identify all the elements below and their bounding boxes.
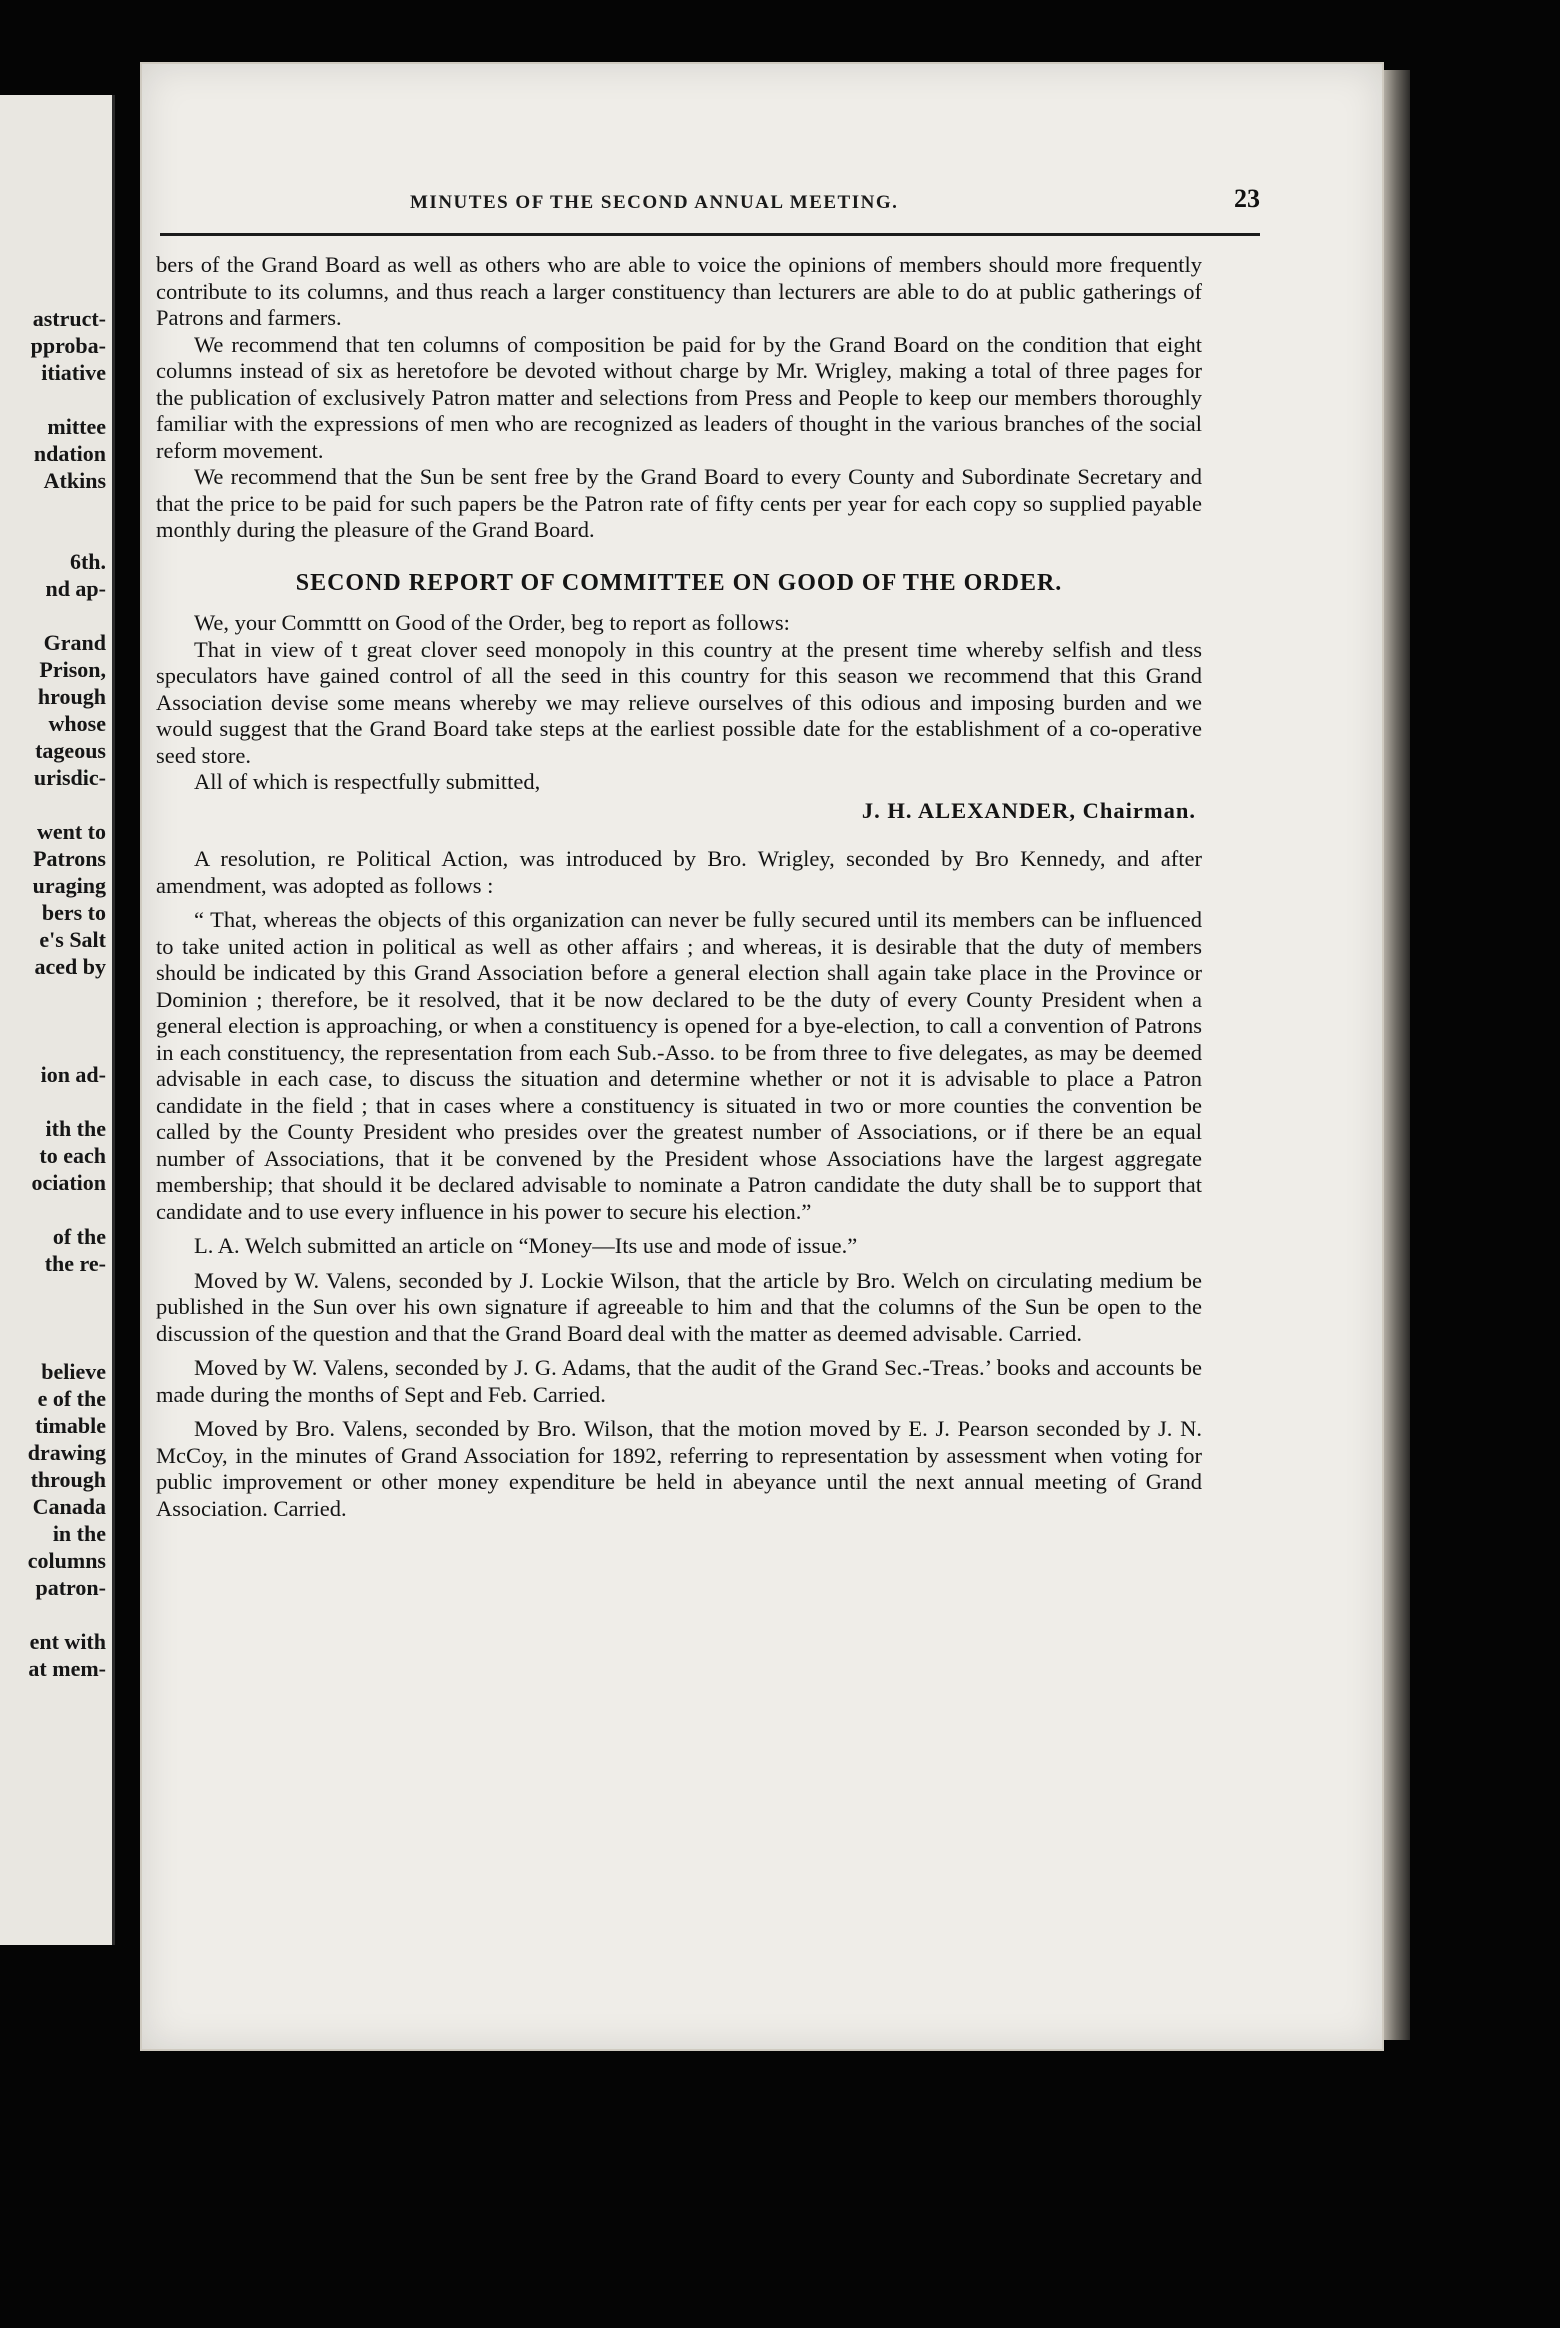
left-fragment-line: e of the (37, 1386, 106, 1411)
left-fragment-line: Canada (32, 1494, 106, 1519)
left-fragment-line: believe (41, 1359, 106, 1384)
left-fragment-line: of the (52, 1224, 106, 1249)
left-fragment-line (0, 386, 106, 413)
left-fragment-line: timable (35, 1413, 106, 1438)
left-fragment-line: uraging (32, 873, 106, 898)
left-fragment-line: through (30, 1467, 106, 1492)
left-fragment-line: nd ap- (45, 576, 106, 601)
left-fragment-line: 6th. (69, 549, 106, 574)
left-fragment-line (0, 602, 106, 629)
left-fragment-line (0, 1088, 106, 1115)
left-fragment-line: tageous (35, 738, 106, 763)
left-fragment-line: Patrons (33, 846, 106, 871)
left-fragment-line (0, 1304, 106, 1331)
left-fragment-line: Prison, (39, 657, 106, 682)
left-fragment-line: mittee (47, 414, 106, 439)
page-header (140, 184, 1380, 224)
left-fragment-line: ent with (29, 1629, 106, 1654)
running-head: MINUTES OF THE SECOND ANNUAL MEETING. (410, 192, 899, 213)
left-fragment-line (0, 1601, 106, 1628)
left-fragment-line: the re- (44, 1251, 106, 1276)
paragraph-report-intro: We, your Commttt on Good of the Order, beg to report as follows: (194, 610, 790, 635)
left-fragment-line: ith the (45, 1116, 106, 1141)
left-fragment-line: urisdic- (33, 765, 106, 790)
left-fragment-line: to each (39, 1143, 106, 1168)
left-fragment-line: ndation (33, 441, 106, 466)
paragraph-motion-welch: Moved by W. Valens, seconded by J. Lockie Wilson, that the article by Bro. Welch on circulating medium be published in the Sun over his own signature if agreeable to him and that the columns of the Sun be open to the discussion of the question and that the Grand Board deal with the matter as deemed advisable. Carried. (156, 1267, 1202, 1346)
page-number: 23 (1234, 184, 1260, 213)
left-fragment-line: hrough (37, 684, 106, 709)
paragraph-submitted: All of which is respectfully submitted, (194, 769, 541, 794)
left-fragment-line: patron- (35, 1575, 106, 1600)
left-fragment-line (0, 1331, 106, 1358)
section-title: SECOND REPORT OF COMMITTEE ON GOOD OF THE ORDER. (295, 569, 1063, 596)
left-fragment-line: Grand (43, 630, 106, 655)
left-fragment-line: drawing (27, 1440, 106, 1465)
book-page-edge (1382, 70, 1410, 2040)
left-fragment-line (0, 1007, 106, 1034)
left-page-text-fragments (0, 305, 106, 1682)
left-fragment-line (0, 1196, 106, 1223)
signature: J. H. ALEXANDER, Chairman. (861, 797, 1196, 823)
left-fragment-line: e's Salt (39, 927, 106, 952)
left-fragment-line: ociation (31, 1170, 106, 1195)
paragraph-motion-assessment: Moved by Bro. Valens, seconded by Bro. Wilson, that the motion moved by E. J. Pearson seconded by J. N. McCoy, in the minutes of Grand Association for 1892, referring to representation by assessment when voting for public improvement or other money expenditure be held in abeyance until the next annual meeting of Grand Association. Carried. (156, 1416, 1202, 1521)
left-fragment-line (0, 521, 106, 548)
left-fragment-line: ion ad- (40, 1062, 106, 1087)
left-fragment-line: aced by (34, 954, 106, 979)
left-fragment-line: in the (52, 1521, 106, 1546)
header-rule (160, 233, 1260, 236)
left-fragment-line: itiative (41, 360, 106, 385)
paragraph-welch-article: L. A. Welch submitted an article on “Money—Its use and mode of issue.” (194, 1233, 858, 1258)
paragraph-resolution-text: “ That, whereas the objects of this organization can never be fully secured until its members can be influenced to take united action in political as well as other affairs ; and whereas, it is desirable that the duty of members should be indicated by this Grand Association before a general election shall again take place in the Province or Dominion ; therefore, be it resolved, that it be now declared to be the duty of every County President when a general election is approaching, or when a constituency is opened for a bye-election, to call a convention of Patrons in each constituency, the representation from each Sub.-Asso. to be from three to five delegates, as may be deemed advisable in each case, to discuss the situation and determine whether or not it is advisable to place a Patron candidate in the field ; that in cases where a constituency is situated in two or more counties the convention be called by the County President who presides over the greatest number of Associations, or if there be an equal number of Associations, that it be convened by the President whose Associations have the largest aggregate membership; that should it be declared advisable to nominate a Patron candidate the duty shall be to support that candidate and to use every influence in his power to secure his election.” (156, 907, 1202, 1224)
paragraph-motion-audit: Moved by W. Valens, seconded by J. G. Adams, that the audit of the Grand Sec.-Treas.’ books and accounts be made during the months of Sept and Feb. Carried. (156, 1355, 1202, 1407)
left-fragment-line: whose (48, 711, 106, 736)
left-fragment-line: columns (27, 1548, 106, 1573)
left-fragment-line: Atkins (43, 468, 106, 493)
paragraph-ten-columns: We recommend that ten columns of composition be paid for by the Grand Board on the condition that eight columns instead of six as heretofore be devoted without charge by Mr. Wrigley, making a total of three pages for the publication of exclusively Patron matter and selections from Press and People to keep our members thoroughly familiar with the expressions of men who are recognized as leaders of thought in the various branches of the social reform movement. (156, 331, 1202, 463)
paragraph-sun-free: We recommend that the Sun be sent free by the Grand Board to every County and Subordinate Secretary and that the price to be paid for such papers be the Patron rate of fifty cents per year for each copy so supplied payable monthly during the pleasure of the Grand Board. (156, 464, 1202, 542)
paragraph-resolution-intro: A resolution, re Political Action, was introduced by Bro. Wrigley, seconded by Bro Kennedy, and after amendment, was adopted as follows : (156, 846, 1202, 898)
page-body (156, 252, 1202, 1522)
left-fragment-line: at mem- (28, 1656, 106, 1681)
left-fragment-line: went to (36, 819, 106, 844)
paragraph-board-members: bers of the Grand Board as well as others who are able to voice the opinions of members should more frequently contribute to its columns, and thus reach a larger constituency than lecturers are able to do at public gatherings of Patrons and farmers. (156, 252, 1202, 330)
left-fragment-line (0, 980, 106, 1007)
left-page-edge (0, 95, 115, 1945)
left-fragment-line (0, 791, 106, 818)
left-fragment-line (0, 494, 106, 521)
left-fragment-line: pproba- (30, 333, 106, 358)
left-fragment-line (0, 1034, 106, 1061)
left-fragment-line: bers to (41, 900, 106, 925)
left-fragment-line (0, 1277, 106, 1304)
left-fragment-line: astruct- (32, 306, 106, 331)
paragraph-seed-monopoly: That in view of t great clover seed monopoly in this country at the present time whereby selfish and tless speculators have gained control of all the seed in this country for this season we recommend that this Grand Association devise some means whereby we may relieve ourselves of this odious and imposing burden and we would suggest that the Grand Board take steps at the earliest possible date for the establishment of a co-operative seed store. (156, 636, 1202, 768)
